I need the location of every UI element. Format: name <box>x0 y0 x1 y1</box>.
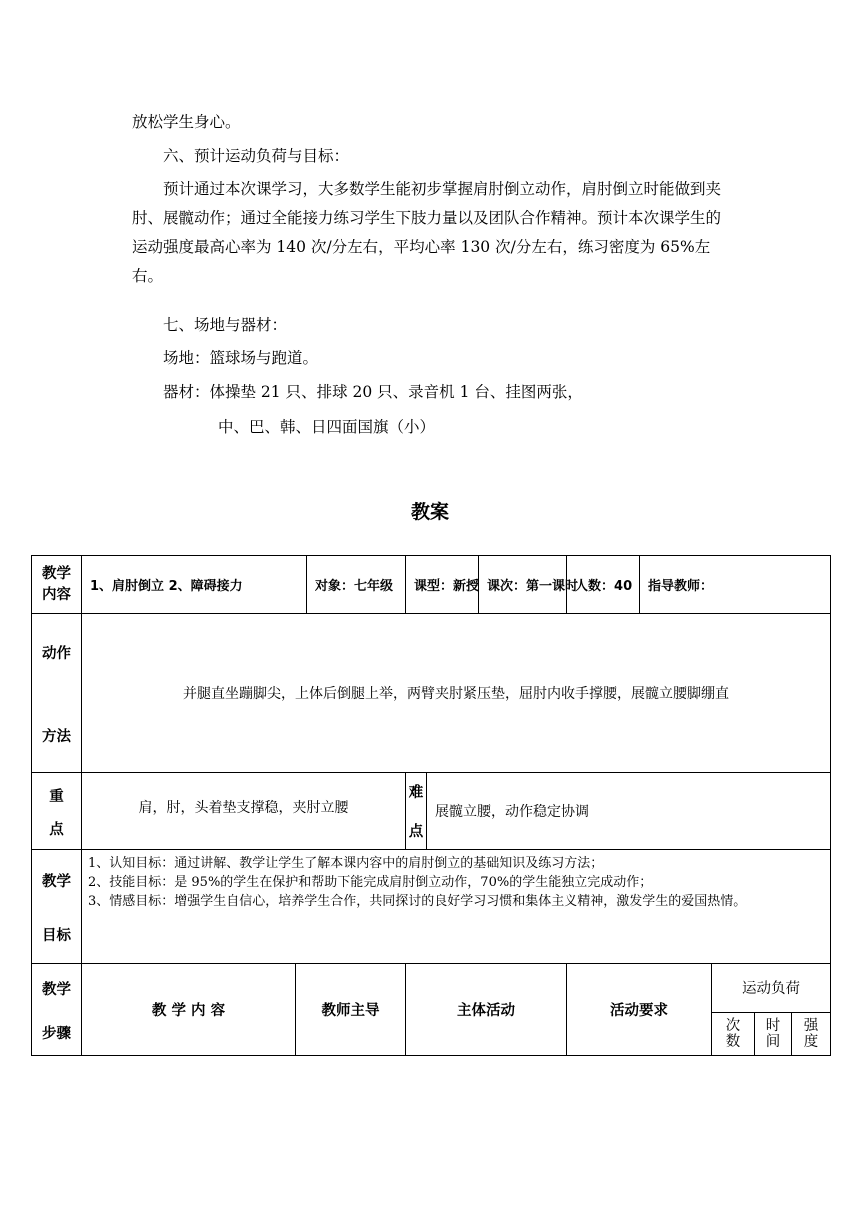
key-point-text: 肩，肘，头着垫支撑稳，夹肘立腰 <box>82 773 406 850</box>
objectives-label-top: 教学 <box>42 874 71 890</box>
section7-heading: 七、场地与器材： <box>163 316 288 334</box>
teacher-led-header: 教师主导 <box>296 964 406 1056</box>
difficulty-label-top: 难 <box>408 785 424 801</box>
objectives-text <box>82 850 831 964</box>
objective-skill: 2、技能目标：是 95%的学生在保护和帮助下能完成肩肘倒立动作，70%的学生能独立完成动作； <box>88 875 653 890</box>
content-label-top: 教学 <box>42 565 71 582</box>
method-label-top: 动作 <box>42 646 71 662</box>
objective-affective: 3、情感目标：增强学生自信心，培养学生合作，共同探讨的良好学习习惯和集体主义精神，激发学生的爱国热情。 <box>88 894 747 909</box>
key-label-top: 重 <box>49 789 64 805</box>
load-duration-header: 时间 <box>755 1012 792 1055</box>
activity-requirement-header: 活动要求 <box>567 964 712 1056</box>
method-row <box>32 614 831 773</box>
objectives-label-bottom: 目标 <box>42 928 71 944</box>
session-number: 课次：第一课时 <box>479 556 567 614</box>
objectives-label-cell <box>32 850 82 964</box>
load-times-header: 次数 <box>712 1012 755 1055</box>
method-label-cell <box>32 614 82 773</box>
steps-label-top: 教学 <box>42 982 71 998</box>
objectives-row <box>32 850 831 964</box>
steps-header-row <box>32 964 831 1013</box>
venue-line: 场地：篮球场与跑道。 <box>163 349 319 367</box>
method-label-bottom: 方法 <box>42 729 71 745</box>
header-row <box>32 556 831 614</box>
student-count: 人数：40 <box>567 556 640 614</box>
steps-label-bottom: 步骤 <box>42 1026 71 1042</box>
lesson-type: 课型：新授 <box>406 556 479 614</box>
section6-body: 预计通过本次课学习，大多数学生能初步掌握肩肘倒立动作，肩肘倒立时能做到夹肘、展髋动作；通过全能接力练习学生下肢力量以及团队合作精神。预计本次课学生的运动强度最高心率为 140 次/分左右，平均心率 130 次/分左右，练习密度为 65%左右。 <box>132 180 722 285</box>
student-activity-header: 主体活动 <box>406 964 567 1056</box>
difficulty-text: 展髋立腰，动作稳定协调 <box>427 773 831 850</box>
content-label-cell <box>32 556 82 614</box>
lesson-plan-title: 教案 <box>410 501 449 523</box>
closing-line: 放松学生身心。 <box>132 113 241 131</box>
difficulty-label-bottom: 点 <box>408 824 424 840</box>
steps-label-cell <box>32 964 82 1056</box>
target-students: 对象：七年级 <box>307 556 406 614</box>
lesson-plan-table <box>31 555 831 1056</box>
section6-heading: 六、预计运动负荷与目标： <box>163 147 350 165</box>
load-intensity-header: 强度 <box>792 1012 831 1055</box>
steps-content-header: 教 学 内 容 <box>82 964 296 1056</box>
objective-cognitive: 1、认知目标：通过讲解、教学让学生了解本课内容中的肩肘倒立的基础知识及练习方法； <box>88 856 604 871</box>
exercise-load-header: 运动负荷 <box>712 964 831 1013</box>
key-label-bottom: 点 <box>49 822 64 838</box>
equipment-line: 器材：体操垫 21 只、排球 20 只、录音机 1 台、挂图两张， <box>163 383 583 401</box>
key-label-cell <box>32 773 82 850</box>
keypoint-row <box>32 773 831 850</box>
method-text: 并腿直坐蹦脚尖，上体后倒腿上举，两臂夹肘紧压垫，屈肘内收手撑腰，展髋立腰脚绷直 <box>82 614 831 773</box>
difficulty-label-cell <box>406 773 427 850</box>
equipment-continued: 中、巴、韩、日四面国旗（小） <box>218 418 436 436</box>
content-label-bottom: 内容 <box>42 586 71 603</box>
lesson-content: 1、肩肘倒立 2、障碍接力 <box>82 556 307 614</box>
instructor: 指导教师： <box>640 556 831 614</box>
